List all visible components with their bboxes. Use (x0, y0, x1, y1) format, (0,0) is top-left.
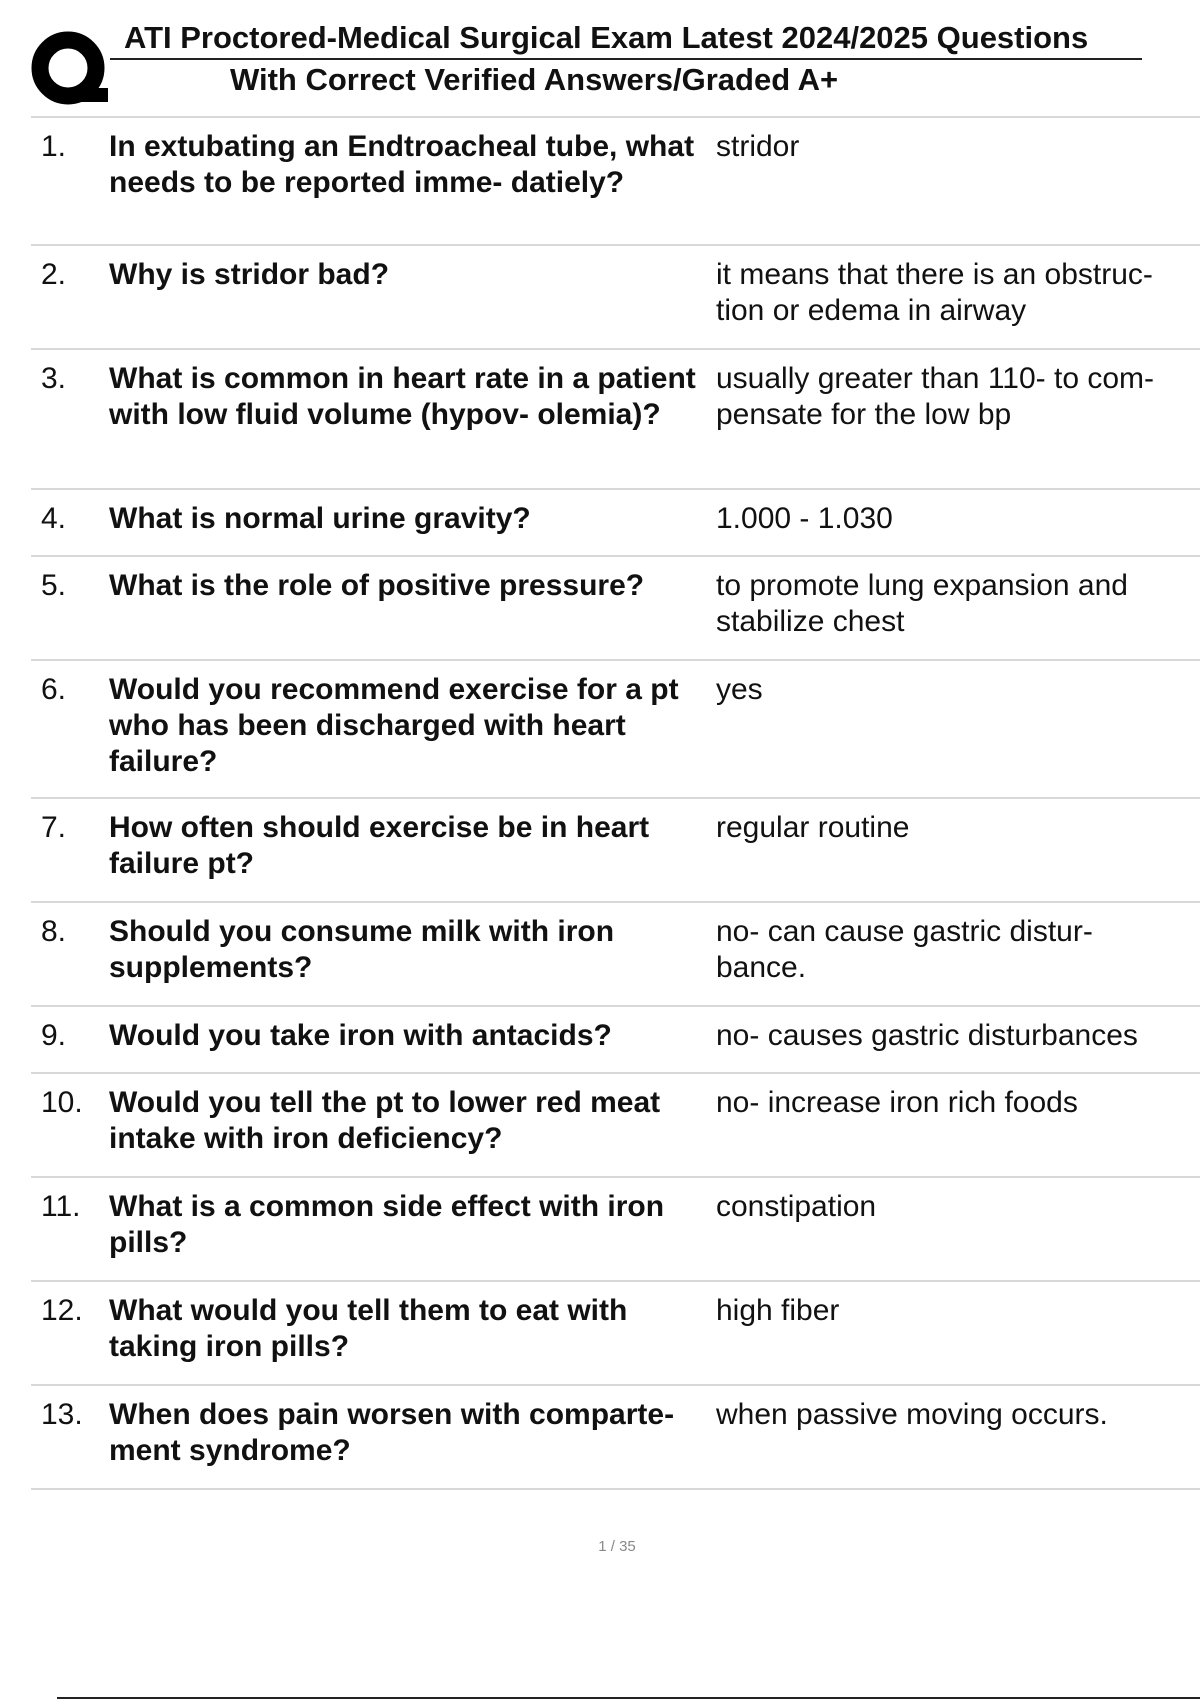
answer-text: yes (716, 673, 763, 706)
document-title-line1: ATI Proctored-Medical Surgical Exam Latest 2024/2025 Questions (110, 18, 1142, 60)
question-text: Should you consume milk with iron supplements? (109, 915, 615, 984)
table-row (31, 1074, 1200, 1178)
table-row (31, 557, 1200, 661)
answer-text: constipation (716, 1190, 877, 1223)
question-text: What is common in heart rate in a patient with low fluid volume (hypov- olemia)? (109, 362, 696, 431)
answer-text: high fiber (716, 1294, 840, 1327)
bottom-divider (57, 1697, 1200, 1699)
row-number: 5. (41, 569, 67, 602)
row-number: 7. (41, 811, 67, 844)
question-text: What is normal urine gravity? (109, 502, 531, 535)
table-row (31, 1386, 1200, 1490)
row-number: 10. (41, 1086, 83, 1119)
question-text: Would you tell the pt to lower red meat intake with iron deficiency? (109, 1086, 661, 1155)
answer-text: no- can cause gastric distur- bance. (716, 915, 1093, 984)
question-text: What is a common side effect with iron pills? (109, 1190, 665, 1259)
row-number: 12. (41, 1294, 83, 1327)
question-text: Would you take iron with antacids? (109, 1019, 612, 1052)
answer-text: to promote lung expansion and stabilize chest (716, 569, 1128, 638)
table-row (31, 118, 1200, 246)
table-row (31, 1007, 1200, 1074)
answer-text: it means that there is an obstruc- tion or edema in airway (716, 258, 1153, 327)
table-row (31, 1178, 1200, 1282)
row-number: 1. (41, 130, 67, 163)
document-title-line2: With Correct Verified Answers/Graded A+ (230, 62, 839, 97)
answer-text: regular routine (716, 811, 910, 844)
row-number: 6. (41, 673, 67, 706)
row-number: 2. (41, 258, 67, 291)
answer-text: no- causes gastric disturbances (716, 1019, 1138, 1052)
row-number: 8. (41, 915, 67, 948)
table-row (31, 350, 1200, 490)
question-text: What would you tell them to eat with taking iron pills? (109, 1294, 628, 1363)
table-row (31, 903, 1200, 1007)
table-row (31, 1282, 1200, 1386)
row-number: 9. (41, 1019, 67, 1052)
answer-text: stridor (716, 130, 800, 163)
document-header (110, 18, 1142, 100)
table-row (31, 246, 1200, 350)
row-number: 4. (41, 502, 67, 535)
question-text: What is the role of positive pressure? (109, 569, 645, 602)
question-text: How often should exercise be in heart failure pt? (109, 811, 650, 880)
table-row (31, 799, 1200, 903)
q-logo-icon (30, 30, 112, 112)
table-row (31, 490, 1200, 557)
answer-text: no- increase iron rich foods (716, 1086, 1078, 1119)
page-number: 1 / 35 (598, 1538, 636, 1555)
row-number: 3. (41, 362, 67, 395)
answer-text: usually greater than 110- to com- pensate for the low bp (716, 362, 1155, 431)
question-text: In extubating an Endtroacheal tube, what needs to be reported imme- datiely? (109, 130, 695, 199)
row-number: 13. (41, 1398, 83, 1431)
question-text: When does pain worsen with comparte- ment syndrome? (109, 1398, 675, 1467)
question-text: Why is stridor bad? (109, 258, 390, 291)
answer-text: when passive moving occurs. (716, 1398, 1108, 1431)
table-row (31, 661, 1200, 799)
answer-text: 1.000 - 1.030 (716, 502, 893, 535)
question-text: Would you recommend exercise for a pt who has been discharged with heart failure? (109, 673, 679, 778)
qa-table (31, 116, 1200, 1490)
row-number: 11. (41, 1190, 81, 1223)
